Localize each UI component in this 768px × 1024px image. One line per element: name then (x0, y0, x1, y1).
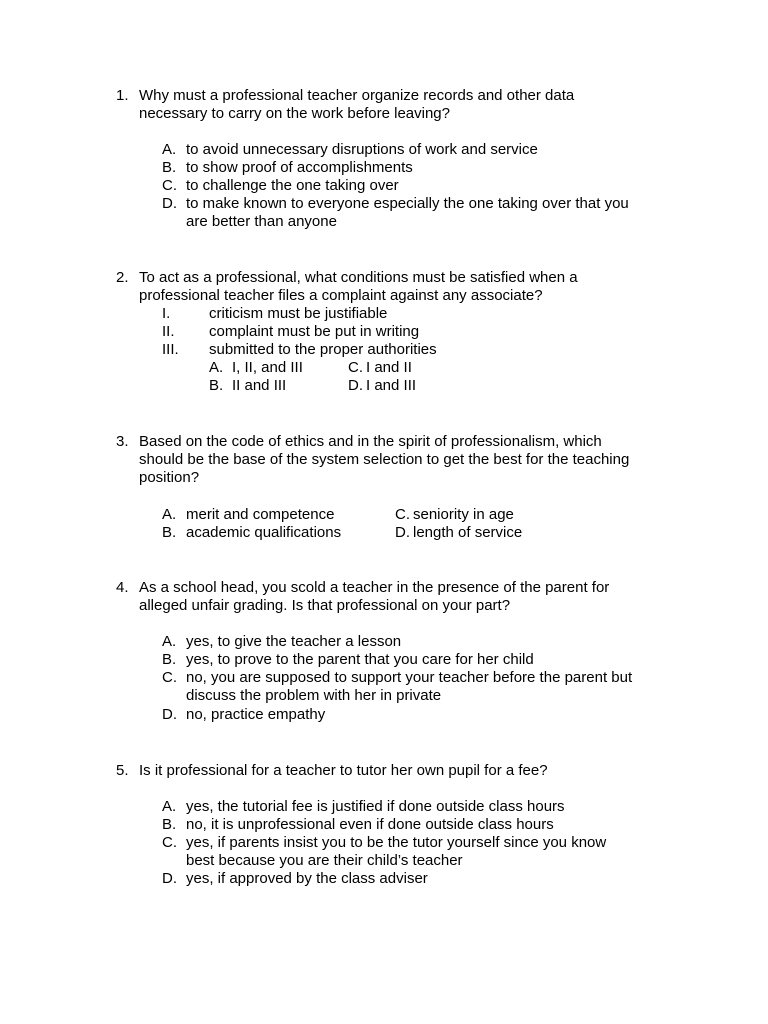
option-label: A. (162, 798, 177, 815)
option-text: to make known to everyone especially the one taking over that you (186, 195, 629, 212)
statement-text: complaint must be put in writing (209, 323, 420, 340)
option-text: I, II, and III (232, 359, 303, 376)
option-text: yes, if approved by the class adviser (186, 870, 428, 887)
option-text: merit and competence (186, 506, 335, 523)
question-number: 5. (116, 762, 129, 779)
option-text: best because you are their child’s teacher (186, 852, 463, 869)
statement-text: criticism must be justifiable (209, 305, 388, 322)
option-text: I and II (366, 359, 412, 376)
option-text: seniority in age (413, 506, 514, 523)
option-label: A. (162, 633, 177, 650)
option-label: B. (162, 651, 177, 668)
option-text: yes, to give the teacher a lesson (186, 633, 402, 650)
question-text: Why must a professional teacher organize records and other data (139, 87, 575, 104)
question-number: 1. (116, 87, 129, 104)
option-label: B. (162, 524, 177, 541)
option-text: I and III (366, 377, 417, 394)
option-text: discuss the problem with her in private (186, 687, 442, 704)
statement-label: I. (162, 305, 171, 322)
question-text: To act as a professional, what conditions must be satisfied when a (139, 269, 578, 286)
option-text: to avoid unnecessary disruptions of work and service (186, 141, 538, 158)
option-label: C. (162, 834, 177, 851)
question-text: should be the base of the system selection to get the best for the teaching (139, 451, 630, 468)
option-text: to show proof of accomplishments (186, 159, 413, 176)
option-label: D. (162, 706, 177, 723)
option-label: A. (162, 141, 177, 158)
option-text: academic qualifications (186, 524, 342, 541)
statement-label: II. (162, 323, 175, 340)
question-text: alleged unfair grading. Is that professional on your part? (139, 597, 511, 614)
option-text: yes, if parents insist you to be the tutor yourself since you know (186, 834, 607, 851)
question-number: 2. (116, 269, 129, 286)
option-text: yes, the tutorial fee is justified if done outside class hours (186, 798, 565, 815)
option-text: no, it is unprofessional even if done outside class hours (186, 816, 554, 833)
option-label: B. (209, 377, 224, 394)
option-label: A. (162, 506, 177, 523)
option-label: B. (162, 159, 177, 176)
question-number: 3. (116, 433, 129, 450)
option-label: B. (162, 816, 177, 833)
question-text: position? (139, 469, 200, 486)
question-number: 4. (116, 579, 129, 596)
statement-text: submitted to the proper authorities (209, 341, 437, 358)
option-text: no, you are supposed to support your teacher before the parent but (186, 669, 633, 686)
option-label: D. (162, 870, 177, 887)
question-text: As a school head, you scold a teacher in the presence of the parent for (139, 579, 610, 596)
option-text: to challenge the one taking over (186, 177, 399, 194)
option-text: are better than anyone (186, 213, 337, 230)
option-label: C. (162, 177, 177, 194)
statement-label: III. (162, 341, 179, 358)
option-text: no, practice empathy (186, 706, 326, 723)
question-text: professional teacher files a complaint against any associate? (139, 287, 543, 304)
option-text: II and III (232, 377, 287, 394)
question-text: necessary to carry on the work before leaving? (139, 105, 450, 122)
option-label: C. (348, 359, 363, 376)
option-text: yes, to prove to the parent that you care for her child (186, 651, 534, 668)
option-label: C. (395, 506, 410, 523)
option-label: D. (348, 377, 363, 394)
option-label: D. (162, 195, 177, 212)
option-label: C. (162, 669, 177, 686)
question-text: Based on the code of ethics and in the spirit of professionalism, which (139, 433, 602, 450)
option-text: length of service (413, 524, 523, 541)
question-text: Is it professional for a teacher to tutor her own pupil for a fee? (139, 762, 548, 779)
option-label: A. (209, 359, 224, 376)
option-label: D. (395, 524, 410, 541)
